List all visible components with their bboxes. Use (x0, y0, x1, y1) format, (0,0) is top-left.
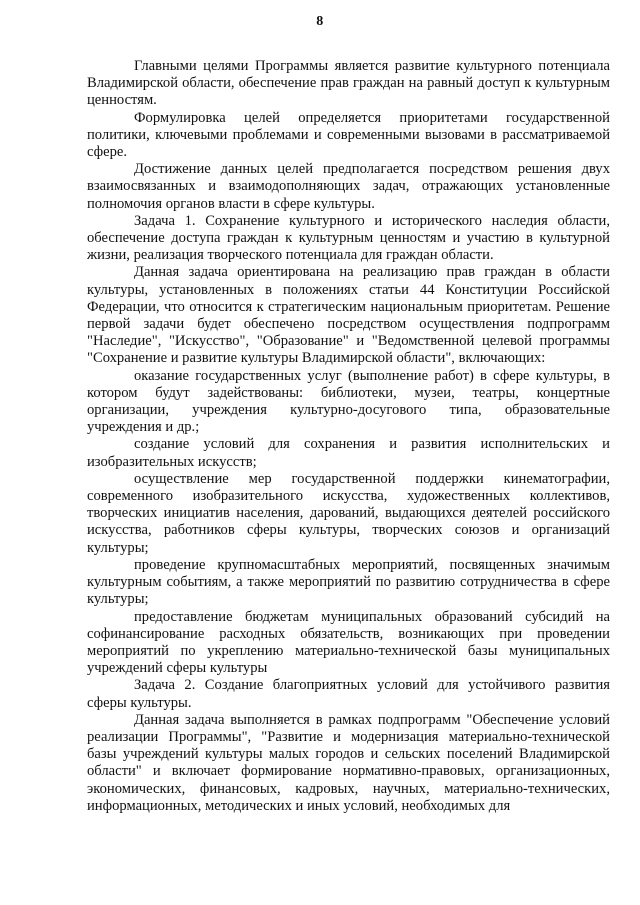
paragraph-task-2: Задача 2. Создание благоприятных условий для устойчивого развития сферы культуры. (87, 677, 610, 711)
paragraph-large-events: проведение крупномасштабных мероприятий, посвященных значимым культурным событиям, а также мероприятий по развитию сотрудничества в сфере культуры; (87, 556, 610, 608)
page-number: 8 (316, 14, 324, 29)
paragraph-state-services: оказание государственных услуг (выполнение работ) в сфере культуры, в котором будут задействованы: библиотеки, музеи, театры, концертные организации, учреждения культурно-досугового типа, образовательные учреждения и др.; (87, 367, 610, 436)
paragraph-task-2-description: Данная задача выполняется в рамках подпрограмм "Обеспечение условий реализации Программы", "Развитие и модернизация материально-технической базы учреждений культуры малых городов и сельских поселений Владимирской области" и включает формирование нормативно-правовых, организационных, экономических, финансовых, кадровых, научных, материально-технических, информационных, методических и иных условий, необходимых для (87, 711, 610, 814)
paragraph-arts-conditions: создание условий для сохранения и развития исполнительских и изобразительных искусств; (87, 436, 610, 470)
paragraph-task-1: Задача 1. Сохранение культурного и исторического наследия области, обеспечение доступа граждан к культурным ценностям и участию в культурной жизни, реализация творческого потенциала для граждан области. (87, 212, 610, 264)
paragraph-task-1-description: Данная задача ориентирована на реализацию прав граждан в области культуры, установленных в положениях статьи 44 Конституции Российской Федерации, что относится к стратегическим национальным приоритетам. Решение первой задачи будет обеспечено посредством осуществления подпрограмм "Наследие", "Искусство", "Образование" и "Ведомственной целевой программы "Сохранение и развитие культуры Владимирской области", включающих: (87, 264, 610, 367)
paragraph-goal-achievement: Достижение данных целей предполагается посредством решения двух взаимосвязанных и взаимодополняющих задач, отражающих установленные полномочия органов власти в сфере культуры. (87, 161, 610, 212)
paragraph-subsidies: предоставление бюджетам муниципальных образований субсидий на софинансирование расходных обязательств, возникающих при проведении мероприятий по укреплению материально-технической базы муниципальных учреждений сферы культуры (87, 608, 610, 677)
paragraph-goals: Главными целями Программы является развитие культурного потенциала Владимирской области, обеспечение прав граждан на равный доступ к культурным ценностям. (87, 58, 610, 109)
paragraph-goal-formulation: Формулировка целей определяется приоритетами государственной политики, ключевыми проблемами и современными вызовами в рассматриваемой сфере. (87, 109, 610, 161)
paragraph-state-support: осуществление мер государственной поддержки кинематографии, современного изобразительного искусства, художественных коллективов, творческих инициатив населения, дарований, выдающихся деятелей российского искусства, работников сферы культуры, творческих союзов и организаций культуры; (87, 470, 610, 556)
body-text (87, 58, 610, 815)
